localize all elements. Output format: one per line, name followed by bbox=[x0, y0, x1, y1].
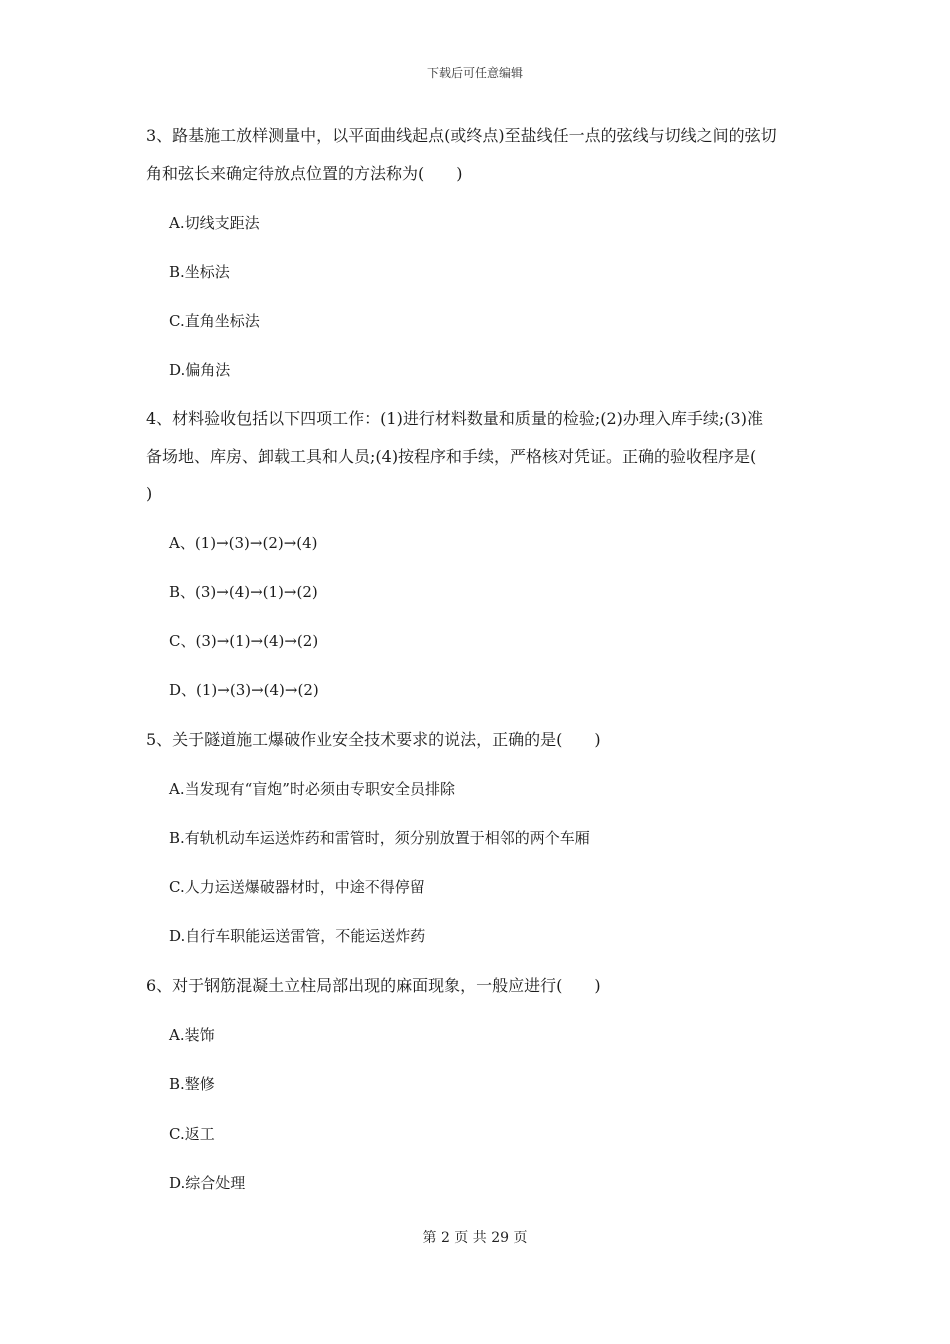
question-6-option-a: A.装饰 bbox=[169, 1026, 215, 1044]
question-3-option-b: B.坐标法 bbox=[169, 263, 230, 281]
question-3-line-1: 3、路基施工放样测量中，以平面曲线起点(或终点)至盐线任一点的弦线与切线之间的弦切 bbox=[146, 126, 777, 145]
question-3-option-a: A.切线支距法 bbox=[169, 214, 260, 232]
question-4-option-c: C、(3)→(1)→(4)→(2) bbox=[169, 632, 319, 650]
question-4-line-3: ) bbox=[146, 484, 153, 503]
question-5-option-b: B.有轨机动车运送炸药和雷管时，须分别放置于相邻的两个车厢 bbox=[169, 829, 590, 847]
question-6-option-c: C.返工 bbox=[169, 1125, 215, 1143]
question-4-line-1: 4、材料验收包括以下四项工作：(1)进行材料数量和质量的检验;(2)办理入库手续;(3)准 bbox=[146, 409, 763, 428]
question-4-line-2: 备场地、库房、卸载工具和人员;(4)按程序和手续，严格核对凭证。正确的验收程序是( bbox=[146, 447, 757, 466]
question-5-option-d: D.自行车职能运送雷管，不能运送炸药 bbox=[169, 927, 426, 945]
question-5-option-a: A.当发现有“盲炮”时必须由专职安全员排除 bbox=[169, 780, 455, 798]
question-4-option-d: D、(1)→(3)→(4)→(2) bbox=[169, 681, 319, 699]
question-6-line-1: 6、对于钢筋混凝土立柱局部出现的麻面现象，一般应进行( ) bbox=[146, 976, 601, 995]
question-5-line-1: 5、关于隧道施工爆破作业安全技术要求的说法，正确的是( ) bbox=[146, 730, 601, 749]
question-5-option-c: C.人力运送爆破器材时，中途不得停留 bbox=[169, 878, 425, 896]
question-6-option-b: B.整修 bbox=[169, 1075, 215, 1093]
question-3-line-2: 角和弦长来确定待放点位置的方法称为( ) bbox=[146, 164, 463, 183]
page-header: 下载后可任意编辑 bbox=[426, 66, 523, 80]
page-footer: 第 2 页 共 29 页 bbox=[422, 1230, 528, 1246]
question-4-option-a: A、(1)→(3)→(2)→(4) bbox=[169, 534, 318, 552]
question-3-option-c: C.直角坐标法 bbox=[169, 312, 260, 330]
question-4-option-b: B、(3)→(4)→(1)→(2) bbox=[169, 583, 318, 601]
question-6-option-d: D.综合处理 bbox=[169, 1174, 246, 1192]
question-3-option-d: D.偏角法 bbox=[169, 361, 231, 379]
